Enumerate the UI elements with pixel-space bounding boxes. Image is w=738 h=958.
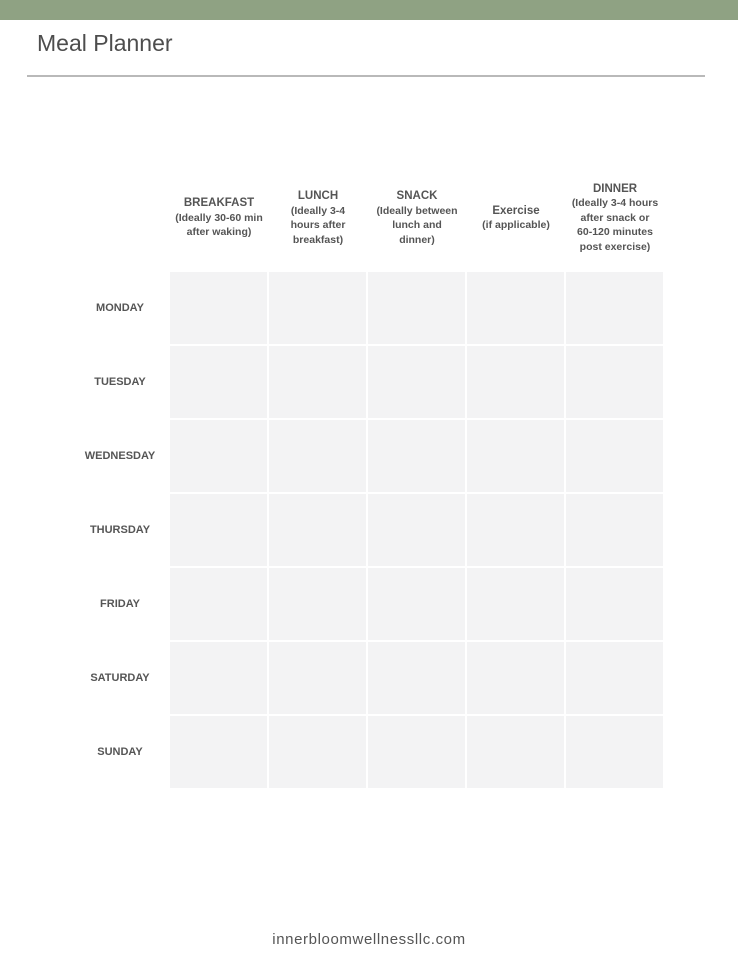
meal-cell[interactable] — [566, 494, 663, 566]
meal-cell[interactable] — [269, 642, 366, 714]
column-header-lunch — [269, 170, 367, 266]
top-accent-bar — [0, 0, 738, 20]
meal-cell[interactable] — [170, 642, 267, 714]
meal-cell[interactable] — [566, 568, 663, 640]
column-title: DINNER — [592, 182, 638, 195]
day-label-wednesday: WEDNESDAY — [84, 450, 156, 462]
meal-cell[interactable] — [269, 494, 366, 566]
column-title: BREAKFAST — [183, 197, 255, 210]
meal-cell[interactable] — [467, 494, 564, 566]
meal-cell[interactable] — [368, 494, 465, 566]
meal-cell[interactable] — [566, 272, 663, 344]
column-title: LUNCH — [297, 190, 339, 202]
meal-cell[interactable] — [566, 642, 663, 714]
footer-website-link[interactable]: innerbloomwellnessllc.com — [272, 931, 466, 948]
meal-cell[interactable] — [566, 716, 663, 788]
column-title: Exercise — [492, 204, 540, 217]
meal-cell[interactable] — [566, 420, 663, 492]
column-header-snack — [368, 170, 466, 266]
meal-cell[interactable] — [170, 272, 267, 344]
column-note: (Ideally between lunch and dinner) — [376, 204, 458, 246]
meal-cell[interactable] — [170, 494, 267, 566]
column-note: (if applicable) — [482, 219, 550, 231]
meal-cell[interactable] — [467, 420, 564, 492]
day-label-friday: FRIDAY — [100, 598, 140, 610]
meal-cell[interactable] — [269, 716, 366, 788]
column-title: SNACK — [396, 190, 438, 202]
meal-cell[interactable] — [566, 346, 663, 418]
meal-cell[interactable] — [368, 272, 465, 344]
day-label-tuesday: TUESDAY — [94, 376, 146, 388]
day-label-monday: MONDAY — [96, 302, 144, 314]
meal-cell[interactable] — [467, 642, 564, 714]
day-label-saturday: SATURDAY — [90, 672, 150, 684]
meal-cell[interactable] — [170, 420, 267, 492]
column-header-exercise — [467, 170, 565, 266]
column-note: (Ideally 30-60 min after waking) — [175, 211, 263, 239]
meal-cell[interactable] — [269, 420, 366, 492]
meal-cell[interactable] — [269, 346, 366, 418]
page-title: Meal Planner — [37, 30, 173, 56]
column-note: (Ideally 3-4 hours after snack or 60-120 minutes post exercise) — [571, 197, 659, 253]
meal-cell[interactable] — [269, 272, 366, 344]
meal-cell[interactable] — [368, 568, 465, 640]
meal-cell[interactable] — [269, 568, 366, 640]
column-note: (Ideally 3-4 hours after breakfast) — [290, 204, 346, 246]
meal-cell[interactable] — [368, 420, 465, 492]
meal-cell[interactable] — [170, 346, 267, 418]
meal-cell[interactable] — [467, 346, 564, 418]
meal-cell[interactable] — [170, 568, 267, 640]
meal-cell[interactable] — [170, 716, 267, 788]
meal-cell[interactable] — [368, 346, 465, 418]
day-label-thursday: THURSDAY — [89, 524, 151, 536]
meal-cell[interactable] — [467, 272, 564, 344]
meal-cell[interactable] — [467, 568, 564, 640]
meal-cell[interactable] — [467, 716, 564, 788]
column-header-dinner — [566, 170, 664, 266]
meal-cell[interactable] — [368, 716, 465, 788]
title-divider — [27, 75, 705, 77]
column-header-breakfast — [170, 170, 268, 266]
meal-cell[interactable] — [368, 642, 465, 714]
day-label-sunday: SUNDAY — [97, 746, 143, 758]
